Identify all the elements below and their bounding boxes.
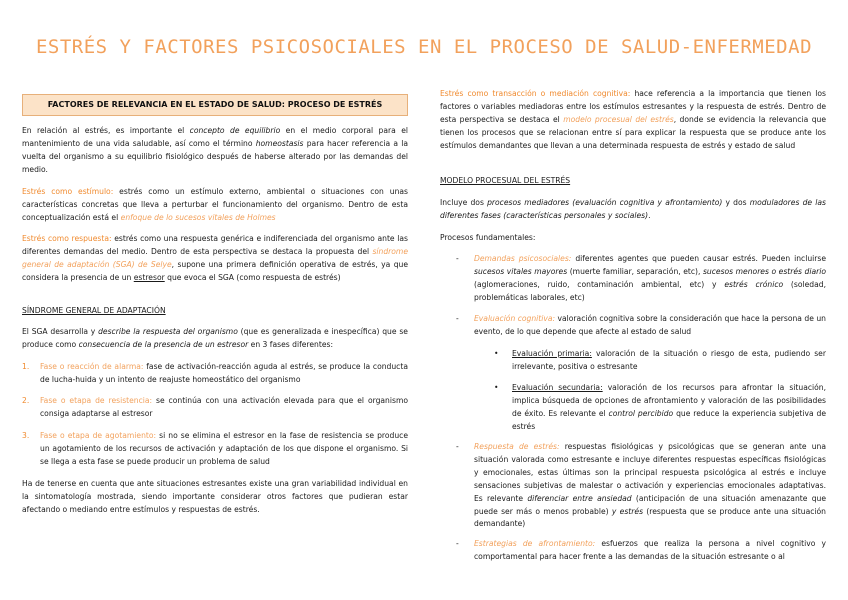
phase-item: 1. Fase o reacción de alarma: fase de activación-reacción aguda al estrés, se produce la conducta de lucha-huida y un intento de reajuste homeostático del organismo <box>22 362 408 384</box>
holmes-highlight: enfoque de lo sucesos vitales de Holmes <box>120 212 276 222</box>
stimulus-label: Estrés como estímulo: <box>22 187 114 196</box>
phase-item: 2. Fase o etapa de resistencia: se continúa con una activación elevada para que el organismo consiga adaptarse al estresor <box>22 396 408 418</box>
stimulus-paragraph: Estrés como estímulo: estrés como un estímulo externo, ambiental o situaciones con unas características concretas que lleva a perturbar el funcionamiento del organismo. Dentro de esta conceptualización está el enfoque de lo sucesos vitales de Holmes <box>22 187 408 222</box>
response-label: Estrés como respuesta: <box>22 234 112 243</box>
closing-paragraph: Ha de tenerse en cuenta que ante situaciones estresantes existe una gran variabilidad individual en la sintomatología mostrada, siendo importante considerar otros factores que pudieran estar afectando o mediando entre estímulos y respuestas de estrés. <box>22 479 408 514</box>
modelo-highlight: modelo procesual del estrés <box>563 114 674 124</box>
modelo-heading: MODELO PROCESUAL DEL ESTRÉS <box>440 176 571 185</box>
page-title: ESTRÉS Y FACTORES PSICOSOCIALES EN EL PROCESO DE SALUD-ENFERMEDAD <box>35 36 813 58</box>
modelo-intro: Incluye dos procesos mediadores (evaluación cognitiva y afrontamiento) y dos moduladores de las diferentes fases (características personales y sociales). <box>440 198 826 220</box>
transaction-label: Estrés como transacción o mediación cognitiva: <box>440 89 631 98</box>
procesos-heading: Procesos fundamentales: <box>440 233 536 242</box>
transaction-paragraph: Estrés como transacción o mediación cognitiva: hace referencia a la importancia que tienen los factores o variables mediadoras entre los estímulos estresantes y la respuesta de estrés. Dentro de esta perspectiva se destaca el modelo procesual del estrés, donde se evidencia la relevancia que tienen los procesos que se relacionan entre sí para explicar la respuesta que se produce ante los estímulos demandantes que llevan a una determinada respuesta de estrés y estado de salud <box>440 89 826 150</box>
sga-intro: El SGA desarrolla y describe la respuesta del organismo (que es generalizada e inespecífica) que se produce como consecuencia de la presencia de un estresor en 3 fases diferentes: <box>22 327 408 349</box>
sga-heading: SÍNDROME GENERAL DE ADAPTACIÓN <box>22 306 166 315</box>
sga-highlight: síndrome general de adaptación (SGA) de Selye <box>22 246 408 269</box>
section-banner: FACTORES DE RELEVANCIA EN EL ESTADO DE SALUD: PROCESO DE ESTRÉS <box>22 94 408 116</box>
phase-item: 3. Fase o etapa de agotamiento: si no se elimina el estresor en la fase de resistencia se produce un agotamiento de los recursos de activación y adaptación de los que dispone el organismo. Si se llega a esta fase se puede producir un problema de salud <box>22 431 408 466</box>
intro-paragraph: En relación al estrés, es importante el concepto de equilibrio en el medio corporal para el mantenimiento de una vida saludable, así como el término homeostasis para hacer referencia a la vuelta del organismo a su equilibrio fisiológico después de haberse alterado por las demandas del medio. <box>22 126 409 174</box>
response-paragraph: Estrés como respuesta: estrés como una respuesta genérica e indiferenciada del organismo ante las diferentes demandas del medio. Dentro de esta perspectiva se destaca la propuesta del síndrome general de adaptación (SGA) de Selye, supone una primera definición operativa de estrés, ya que considera la presencia de un estresor que evoca el SGA (como respuesta de estrés) <box>22 234 408 282</box>
